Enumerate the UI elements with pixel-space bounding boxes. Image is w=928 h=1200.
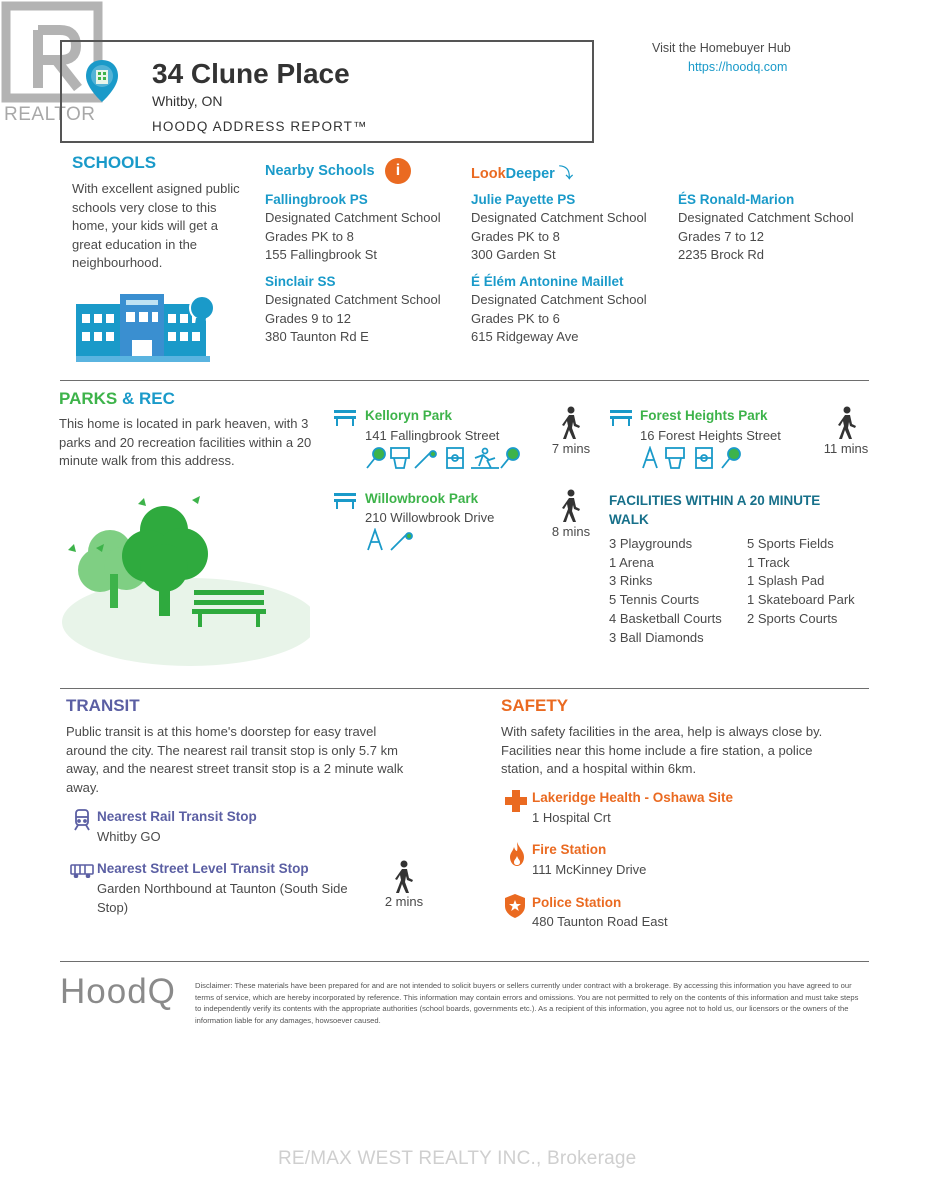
school-name[interactable]: É Élém Antonine Maillet — [471, 274, 624, 289]
facilities-list-right — [747, 535, 855, 629]
divider — [60, 961, 869, 962]
school-type: Designated Catchment School — [471, 292, 647, 307]
facility-item: 5 Sports Fields — [747, 536, 834, 551]
school-address: 2235 Brock Rd — [678, 247, 764, 262]
school-card — [471, 190, 671, 265]
tennis-icon — [367, 448, 385, 468]
school-address: 615 Ridgeway Ave — [471, 329, 579, 344]
facility-item: 2 Sports Courts — [747, 610, 838, 626]
facilities-title: FACILITIES WITHIN A 20 MINUTE WALK — [609, 493, 821, 527]
page-title: 34 Clune Place — [152, 58, 350, 89]
baseball-icon — [415, 451, 436, 468]
park-amenity-icons — [365, 446, 525, 475]
park-amenity-icons — [640, 446, 750, 475]
track-icon — [471, 449, 499, 469]
school-grades: Grades 7 to 12 — [678, 228, 764, 244]
safety-description: With safety facilities in the area, help is always close by. Facilities near this home include a fire station, a police station, and a hospital within 6km. — [501, 724, 823, 776]
train-icon — [74, 809, 90, 836]
walk-time: 11 mins — [823, 441, 869, 456]
school-address: 380 Taunton Rd E — [265, 329, 369, 344]
safety-name[interactable]: Fire Station — [532, 842, 607, 857]
school-name[interactable]: Sinclair SS — [265, 274, 336, 289]
bench-icon — [610, 410, 632, 431]
park-name[interactable]: Forest Heights Park — [640, 408, 768, 423]
parks-title-b: & REC — [117, 389, 175, 408]
school-grades: Grades 9 to 12 — [265, 310, 351, 326]
parks-title-a: PARKS — [59, 389, 118, 408]
field-icon — [696, 448, 712, 468]
police-badge-icon — [505, 894, 525, 923]
bench-icon — [334, 493, 356, 514]
safety-address: 111 McKinney Drive — [532, 862, 647, 877]
school-name[interactable]: Julie Payette PS — [471, 192, 576, 207]
hub-link[interactable]: https://hoodq.com — [688, 60, 788, 74]
school-type: Designated Catchment School — [265, 292, 441, 307]
school-type: Designated Catchment School — [471, 210, 647, 225]
school-name[interactable]: Fallingbrook PS — [265, 192, 368, 207]
info-icon[interactable]: i — [385, 158, 411, 184]
facilities-list-left — [609, 535, 722, 647]
school-grades: Grades PK to 8 — [265, 228, 354, 244]
park-name[interactable]: Willowbrook Park — [365, 491, 479, 506]
baseball-icon — [391, 533, 412, 550]
hospital-cross-icon — [505, 790, 527, 817]
facility-item: 3 Ball Diamonds — [609, 629, 704, 645]
street-stop-value[interactable]: Garden Northbound at Taunton (South Side Stop) — [97, 881, 348, 915]
bus-icon — [70, 864, 94, 883]
city: Whitby, ON — [152, 93, 223, 109]
report-label: HOODQ ADDRESS REPORT™ — [152, 119, 368, 134]
tennis-icon-2 — [501, 448, 519, 468]
facility-item: 3 Rinks — [609, 573, 653, 589]
look-deeper-link[interactable] — [471, 163, 573, 183]
school-type: Designated Catchment School — [265, 210, 441, 225]
school-address: 155 Fallingbrook St — [265, 247, 378, 262]
safety-name[interactable]: Lakeridge Health - Oshawa Site — [532, 790, 734, 805]
arrow-down-icon: ⤵ — [558, 165, 573, 181]
look-text: Look — [471, 166, 506, 182]
rail-stop-label: Nearest Rail Transit Stop — [97, 809, 257, 824]
brokerage-watermark: RE/MAX WEST REALTY INC., Brokerage — [278, 1148, 637, 1169]
school-card — [471, 272, 671, 347]
walking-icon — [561, 489, 581, 528]
location-pin-icon — [84, 58, 120, 109]
facility-item: 1 Splash Pad — [747, 573, 825, 589]
divider — [60, 688, 869, 689]
playground-icon — [643, 448, 657, 468]
bench-icon — [334, 410, 356, 431]
deeper-text: Deeper — [505, 166, 555, 182]
walking-icon — [837, 406, 857, 445]
fire-icon — [509, 842, 525, 871]
walking-icon — [561, 406, 581, 445]
school-name[interactable]: ÉS Ronald-Marion — [678, 192, 795, 207]
street-stop-label: Nearest Street Level Transit Stop — [97, 861, 309, 876]
safety-name[interactable]: Police Station — [532, 895, 622, 910]
facility-item: 1 Skateboard Park — [747, 592, 855, 608]
facility-item: 3 Playgrounds — [609, 536, 693, 551]
school-card — [265, 190, 465, 265]
transit-title: TRANSIT — [66, 696, 140, 715]
park-address: 141 Fallingbrook Street — [365, 428, 500, 443]
school-building-icon — [76, 290, 216, 367]
field-icon — [447, 448, 463, 468]
walk-time: 2 mins — [384, 894, 424, 909]
schools-description: With excellent asigned public schools very close to this home, your kids will get a great education in the neighbourhood. — [72, 181, 240, 270]
school-grades: Grades PK to 6 — [471, 310, 560, 326]
basketball-icon — [666, 448, 684, 468]
facility-item: 1 Arena — [609, 554, 654, 570]
facility-item: 1 Track — [747, 554, 790, 570]
park-name[interactable]: Kelloryn Park — [365, 408, 453, 423]
school-address: 300 Garden St — [471, 247, 556, 262]
walk-time: 7 mins — [551, 441, 591, 456]
park-illustration — [60, 490, 310, 675]
disclaimer: Disclaimer: These materials have been prepared for and are not intended to solicit buyers or sellers currently under contract with a brokerage. By accessing this information you have agreed to our terms of service, which are hereby incorporated by reference. This information may contain errors and omissions. You are not permitted to rely on the contents of this information and must take steps to independently verify its contents with the appropriate authorities (school boards, governments etc.). As a recipient of this information, you agree not to hold us, our licensors or the owners of the information liable for any damages, howsoever caused. — [195, 981, 859, 1025]
school-card — [265, 272, 465, 347]
parks-title — [59, 389, 175, 409]
divider — [60, 380, 869, 381]
park-amenity-icons — [365, 528, 425, 557]
schools-title: SCHOOLS — [72, 153, 157, 172]
park-address: 16 Forest Heights Street — [640, 428, 781, 443]
hub-label: Visit the Homebuyer Hub — [652, 41, 791, 55]
facility-item: 4 Basketball Courts — [609, 610, 722, 626]
safety-title: SAFETY — [501, 696, 569, 715]
tennis-icon — [722, 448, 740, 468]
safety-address: 1 Hospital Crt — [532, 810, 611, 825]
realtor-watermark-text: REALTOR — [4, 104, 96, 125]
school-card — [678, 190, 878, 265]
park-address: 210 Willowbrook Drive — [365, 510, 495, 525]
facility-item: 5 Tennis Courts — [609, 592, 700, 608]
transit-description: Public transit is at this home's doorstep for easy travel around the city. The nearest rail transit stop is only 5.7 km away, and the nearest street transit stop is a 2 minute walk away. — [66, 724, 404, 795]
walk-time: 8 mins — [551, 524, 591, 539]
safety-address: 480 Taunton Road East — [532, 914, 668, 929]
playground-icon — [368, 530, 382, 550]
basketball-icon — [391, 448, 409, 468]
rail-stop-value[interactable]: Whitby GO — [97, 829, 161, 844]
parks-description: This home is located in park heaven, with 3 parks and 20 recreation facilities within a 20 minute walk from this address. — [59, 416, 312, 468]
school-grades: Grades PK to 8 — [471, 228, 560, 244]
school-type: Designated Catchment School — [678, 210, 854, 225]
nearby-schools-label: Nearby Schools — [265, 163, 375, 179]
hoodq-logo: HoodQ — [60, 972, 176, 1011]
